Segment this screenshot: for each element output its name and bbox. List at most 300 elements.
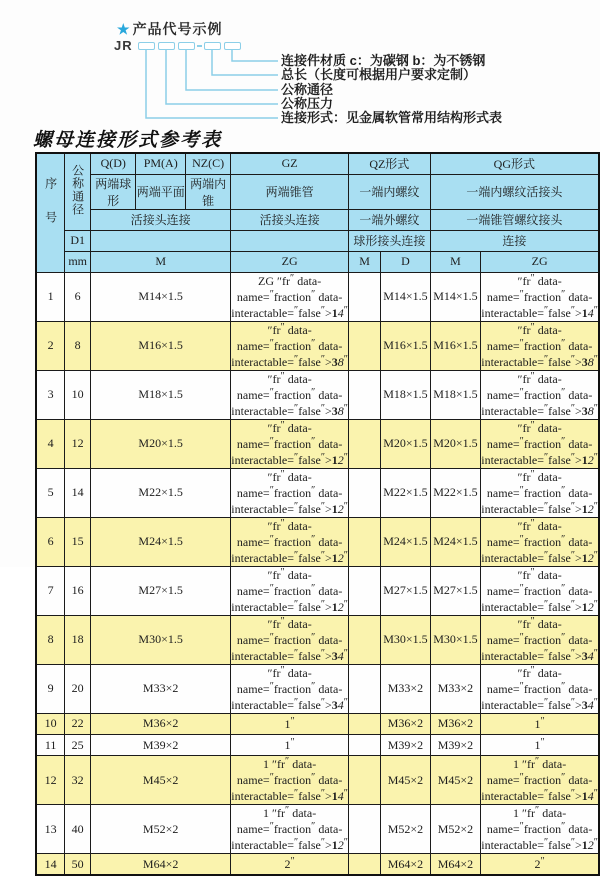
header-code-nzc: NZ(C) — [185, 153, 230, 174]
inch-mark: ″ — [530, 272, 535, 284]
cell-qz-d: M52×2 — [381, 805, 430, 854]
cell-qg-zg: ″fr″ data-name=″fraction″ data-interactable=″false″>14″ — [481, 272, 598, 320]
cell-gz-zg: ″fr″ data-name=″fraction″ data-interactable=″false″>34″ — [231, 615, 348, 663]
cell-qg-zg: 1″ — [481, 734, 599, 755]
inch-mark: ″ — [535, 805, 540, 817]
cell-m: M52×2 — [91, 805, 231, 854]
inch-mark: ″ — [519, 484, 524, 496]
cell-gz-zg: 1 ″fr″ data-name=″fraction″ data-interactable=″false″>14″ — [231, 756, 348, 804]
inch-mark: ″ — [311, 386, 316, 398]
cell-qg-m: M45×2 — [430, 756, 481, 805]
inch-mark: ″ — [517, 273, 523, 288]
inch-mark: ″ — [570, 837, 575, 849]
cell-gz-zg: ″fr″ data-name=″fraction″ data-interactable=″false″>38″ — [231, 370, 348, 418]
inch-mark: ″ — [570, 696, 575, 708]
inch-mark: ″ — [343, 500, 348, 512]
cell-qz-d: M36×2 — [381, 713, 430, 734]
inch-mark: ″ — [280, 370, 285, 382]
inch-mark: ″ — [269, 821, 274, 833]
cell-seq: 11 — [36, 734, 65, 755]
cell-qz-d: M18×1.5 — [381, 370, 430, 419]
inch-mark: ″ — [294, 500, 299, 512]
cell-qg-m: M16×1.5 — [430, 321, 481, 370]
inch-mark: ″ — [272, 757, 278, 772]
inch-mark: ″ — [280, 517, 285, 529]
inch-mark: ″ — [343, 402, 348, 414]
inch-mark: ″ — [311, 435, 316, 447]
table-row — [36, 370, 599, 419]
inch-mark: ″ — [269, 288, 274, 300]
cell-qg-zg: 1 ″fr″ data-name=″fraction″ data-interactable=″false″>14″ — [481, 756, 598, 804]
reference-table-wrap — [35, 152, 600, 876]
cell-m: M36×2 — [91, 713, 231, 734]
inch-mark: ″ — [544, 451, 549, 463]
label-connector-material: 连接件材质 c：为碳钢 b：为不锈钢 — [281, 53, 486, 68]
cell-dn: 18 — [65, 615, 91, 664]
cell-qg-m: M36×2 — [430, 713, 481, 734]
cell-qg-zg: 1 ″fr″ data-name=″fraction″ data-interactable=″false″>12″ — [481, 805, 598, 853]
inch-mark: ″ — [280, 321, 285, 333]
header-d1: D1 — [65, 230, 91, 251]
inch-mark: ″ — [530, 468, 535, 480]
inch-mark: ″ — [294, 549, 299, 561]
inch-mark: ″ — [280, 419, 285, 431]
inch-mark: ″ — [294, 353, 299, 365]
inch-mark: ″ — [320, 788, 326, 800]
inch-mark: ″ — [267, 322, 273, 337]
inch-mark: ″ — [519, 386, 524, 398]
inch-mark: ″ — [561, 582, 566, 594]
cell-qz-m — [348, 615, 380, 664]
inch-mark: ″ — [294, 451, 299, 463]
cell-qg-zg: ″fr″ data-name=″fraction″ data-interactable=″false″>38″ — [481, 321, 598, 369]
inch-mark: ″ — [570, 500, 575, 512]
cell-seq: 5 — [36, 468, 65, 517]
table-row — [36, 854, 599, 875]
cell-dn: 14 — [65, 468, 91, 517]
cell-qz-d: M14×1.5 — [381, 272, 430, 321]
cell-qg-m: M30×1.5 — [430, 615, 481, 664]
inch-mark: ″ — [294, 402, 299, 414]
cell-qz-m — [348, 756, 380, 805]
cell-m: M20×1.5 — [91, 419, 231, 468]
inch-mark: ″ — [517, 518, 523, 533]
header-m-unit: M — [91, 251, 231, 272]
cell-qg-zg: 2″ — [481, 854, 599, 875]
cell-seq: 9 — [36, 664, 65, 713]
inch-mark: ″ — [519, 631, 524, 643]
cell-dn: 40 — [65, 805, 91, 854]
cell-m: M14×1.5 — [91, 272, 231, 321]
cell-seq: 2 — [36, 321, 65, 370]
cell-seq: 3 — [36, 370, 65, 419]
cell-qg-m: M24×1.5 — [430, 517, 481, 566]
inch-mark: ″ — [290, 715, 295, 727]
cell-dn: 16 — [65, 566, 91, 615]
cell-m: M33×2 — [91, 664, 231, 713]
cell-qz-d: M16×1.5 — [381, 321, 430, 370]
inch-mark: ″ — [544, 598, 549, 610]
inch-mark: ″ — [320, 304, 326, 316]
inch-mark: ″ — [267, 567, 273, 582]
inch-mark: ″ — [280, 615, 285, 627]
cell-gz-zg: ″fr″ data-name=″fraction″ data-interactable=″false″>34″ — [231, 664, 348, 712]
header-gz-conn: 活接头连接 — [231, 209, 349, 230]
inch-mark: ″ — [593, 451, 598, 463]
inch-mark: ″ — [517, 420, 523, 435]
inch-mark: ″ — [540, 856, 545, 868]
cell-gz-zg: ″fr″ data-name=″fraction″ data-interactable=″false″>38″ — [231, 321, 348, 369]
header-code-gz: GZ — [231, 153, 349, 174]
table-row — [36, 664, 599, 713]
inch-mark: ″ — [311, 631, 316, 643]
cell-gz-zg: 1″ — [231, 734, 349, 755]
cell-m: M45×2 — [91, 756, 231, 805]
header-desc-qg: 一端内螺纹活接头 — [430, 174, 599, 209]
inch-mark: ″ — [544, 696, 549, 708]
inch-mark: ″ — [311, 484, 316, 496]
cell-seq: 10 — [36, 713, 65, 734]
inch-mark: ″ — [530, 615, 535, 627]
cell-qz-d: M24×1.5 — [381, 517, 430, 566]
header-code-qz: QZ形式 — [348, 153, 430, 174]
cell-qg-m: M22×1.5 — [430, 468, 481, 517]
cell-seq: 4 — [36, 419, 65, 468]
inch-mark: ″ — [311, 680, 316, 692]
inch-mark: ″ — [267, 420, 273, 435]
inch-mark: ″ — [561, 435, 566, 447]
cell-qg-zg: ″fr″ data-name=″fraction″ data-interactable=″false″>34″ — [481, 664, 598, 712]
inch-mark: ″ — [343, 451, 348, 463]
header-seq: 序号 — [36, 153, 65, 272]
cell-qz-m — [348, 664, 380, 713]
cell-dn: 6 — [65, 272, 91, 321]
inch-mark: ″ — [593, 549, 598, 561]
inch-mark: ″ — [311, 533, 316, 545]
inch-mark: ″ — [522, 806, 528, 821]
cell-gz-zg: ″fr″ data-name=″fraction″ data-interactable=″false″>12″ — [231, 468, 348, 516]
inch-mark: ″ — [561, 821, 566, 833]
inch-mark: ″ — [294, 304, 299, 316]
inch-mark: ″ — [269, 435, 274, 447]
cell-qg-m: M33×2 — [430, 664, 481, 713]
inch-mark: ″ — [561, 288, 566, 300]
inch-mark: ″ — [540, 737, 545, 749]
inch-mark: ″ — [544, 647, 549, 659]
table-row — [36, 615, 599, 664]
product-code-heading-text: 产品代号示例 — [132, 21, 223, 37]
cell-seq: 6 — [36, 517, 65, 566]
inch-mark: ″ — [343, 598, 348, 610]
header-desc-qz: 一端内螺纹 — [348, 174, 430, 209]
inch-mark: ″ — [517, 469, 523, 484]
inch-mark: ″ — [320, 402, 326, 414]
table-row — [36, 419, 599, 468]
inch-mark: ″ — [530, 566, 535, 578]
cell-qg-m: M27×1.5 — [430, 566, 481, 615]
inch-mark: ″ — [535, 756, 540, 768]
inch-mark: ″ — [530, 370, 535, 382]
cell-dn: 15 — [65, 517, 91, 566]
cell-gz-zg: 1″ — [231, 713, 349, 734]
inch-mark: ″ — [311, 337, 316, 349]
table-row — [36, 321, 599, 370]
inch-mark: ″ — [320, 598, 326, 610]
inch-mark: ″ — [593, 647, 598, 659]
inch-mark: ″ — [343, 304, 348, 316]
header-desc-qd: 两端球形 — [91, 174, 136, 209]
inch-mark: ″ — [294, 696, 299, 708]
inch-mark: ″ — [320, 500, 326, 512]
inch-mark: ″ — [343, 647, 348, 659]
inch-mark: ″ — [593, 837, 598, 849]
inch-mark: ″ — [311, 772, 316, 784]
inch-mark: ″ — [570, 598, 575, 610]
inch-mark: ″ — [294, 598, 299, 610]
cell-qz-d: M27×1.5 — [381, 566, 430, 615]
inch-mark: ″ — [280, 664, 285, 676]
cell-qg-m: M52×2 — [430, 805, 481, 854]
table-header — [36, 153, 599, 272]
inch-mark: ″ — [290, 737, 295, 749]
inch-mark: ″ — [320, 451, 326, 463]
inch-mark: ″ — [277, 273, 283, 288]
cell-dn: 22 — [65, 713, 91, 734]
inch-mark: ″ — [570, 549, 575, 561]
cell-dn: 50 — [65, 854, 91, 875]
nut-connection-table — [35, 152, 600, 876]
header-qg-unit-m: M — [430, 251, 481, 272]
table-row — [36, 805, 599, 854]
label-nominal-diameter: 公称通径 — [281, 82, 334, 97]
cell-gz-zg: 1 ″fr″ data-name=″fraction″ data-interactable=″false″>12″ — [231, 805, 348, 853]
inch-mark: ″ — [593, 696, 598, 708]
header-qg-row4: 连接 — [430, 230, 599, 251]
cell-qg-zg: ″fr″ data-name=″fraction″ data-interactable=″false″>12″ — [481, 517, 598, 565]
inch-mark: ″ — [294, 647, 299, 659]
inch-mark: ″ — [343, 549, 348, 561]
product-code-prefix: JR — [114, 38, 133, 53]
cell-dn: 20 — [65, 664, 91, 713]
cell-seq: 7 — [36, 566, 65, 615]
inch-mark: ″ — [593, 598, 598, 610]
inch-mark: ″ — [269, 386, 274, 398]
inch-mark: ″ — [280, 468, 285, 480]
cell-qz-d: M30×1.5 — [381, 615, 430, 664]
inch-mark: ″ — [294, 788, 299, 800]
inch-mark: ″ — [267, 371, 273, 386]
header-desc-nzc: 两端内锥 — [185, 174, 230, 209]
inch-mark: ″ — [269, 680, 274, 692]
header-gz-unit: ZG — [231, 251, 349, 272]
inch-mark: ″ — [269, 772, 274, 784]
cell-qz-m — [348, 419, 380, 468]
inch-mark: ″ — [343, 696, 348, 708]
cell-qz-m — [348, 321, 380, 370]
inch-mark: ″ — [311, 821, 316, 833]
inch-mark: ″ — [320, 696, 326, 708]
inch-mark: ″ — [320, 837, 326, 849]
inch-mark: ″ — [343, 353, 348, 365]
header-code-pma: PM(A) — [136, 153, 185, 174]
inch-mark: ″ — [593, 788, 598, 800]
cell-m: M39×2 — [91, 734, 231, 755]
inch-mark: ″ — [519, 435, 524, 447]
inch-mark: ″ — [311, 288, 316, 300]
inch-mark: ″ — [519, 288, 524, 300]
inch-mark: ″ — [570, 788, 575, 800]
table-row — [36, 272, 599, 321]
inch-mark: ″ — [320, 647, 326, 659]
star-icon: ★ — [117, 21, 131, 37]
cell-dn: 12 — [65, 419, 91, 468]
inch-mark: ″ — [285, 756, 290, 768]
cell-m: M22×1.5 — [91, 468, 231, 517]
inch-mark: ″ — [593, 402, 598, 414]
inch-mark: ″ — [561, 484, 566, 496]
cell-qg-zg: ″fr″ data-name=″fraction″ data-interactable=″false″>12″ — [481, 419, 598, 467]
cell-seq: 13 — [36, 805, 65, 854]
inch-mark: ″ — [544, 549, 549, 561]
inch-mark: ″ — [343, 837, 348, 849]
inch-mark: ″ — [267, 665, 273, 680]
table-row — [36, 517, 599, 566]
table-row — [36, 468, 599, 517]
inch-mark: ″ — [530, 419, 535, 431]
inch-mark: ″ — [517, 371, 523, 386]
inch-mark: ″ — [285, 805, 290, 817]
header-empty-m-group — [91, 230, 231, 251]
inch-mark: ″ — [290, 272, 295, 284]
cell-dn: 32 — [65, 756, 91, 805]
inch-mark: ″ — [561, 386, 566, 398]
inch-mark: ″ — [544, 304, 549, 316]
label-connection-form: 连接形式：见金属软管常用结构形式表 — [281, 110, 503, 125]
header-desc-pma: 两端平面 — [136, 174, 185, 209]
inch-mark: ″ — [267, 518, 273, 533]
cell-qz-d: M39×2 — [381, 734, 430, 755]
inch-mark: ″ — [544, 837, 549, 849]
cell-m: M24×1.5 — [91, 517, 231, 566]
cell-qg-m: M20×1.5 — [430, 419, 481, 468]
cell-qg-m: M18×1.5 — [430, 370, 481, 419]
inch-mark: ″ — [530, 664, 535, 676]
cell-qz-m — [348, 805, 380, 854]
inch-mark: ″ — [311, 582, 316, 594]
cell-seq: 1 — [36, 272, 65, 321]
inch-mark: ″ — [522, 757, 528, 772]
inch-mark: ″ — [593, 304, 598, 316]
inch-mark: ″ — [530, 321, 535, 333]
inch-mark: ″ — [269, 582, 274, 594]
table-row — [36, 756, 599, 805]
cell-qz-d: M20×1.5 — [381, 419, 430, 468]
inch-mark: ″ — [540, 715, 545, 727]
inch-mark: ″ — [561, 631, 566, 643]
cell-gz-zg: ZG ″fr″ data-name=″fraction″ data-interactable=″false″>14″ — [231, 272, 348, 320]
cell-gz-zg: ″fr″ data-name=″fraction″ data-interactable=″false″>12″ — [231, 517, 348, 565]
inch-mark: ″ — [267, 469, 273, 484]
inch-mark: ″ — [267, 616, 273, 631]
cell-qz-m — [348, 468, 380, 517]
inch-mark: ″ — [544, 353, 549, 365]
inch-mark: ″ — [561, 533, 566, 545]
inch-mark: ″ — [570, 353, 575, 365]
header-desc-gz: 两端锥管 — [231, 174, 349, 209]
inch-mark: ″ — [280, 566, 285, 578]
cell-qz-d: M33×2 — [381, 664, 430, 713]
cell-qg-zg: ″fr″ data-name=″fraction″ data-interactable=″false″>38″ — [481, 370, 598, 418]
header-qg-row3: 一端锥管螺纹接头 — [430, 209, 599, 230]
inch-mark: ″ — [519, 821, 524, 833]
inch-mark: ″ — [519, 582, 524, 594]
header-qz-row3: 一端外螺纹 — [348, 209, 430, 230]
inch-mark: ″ — [544, 500, 549, 512]
inch-mark: ″ — [343, 788, 348, 800]
cell-gz-zg: ″fr″ data-name=″fraction″ data-interactable=″false″>12″ — [231, 566, 348, 614]
inch-mark: ″ — [561, 772, 566, 784]
cell-seq: 8 — [36, 615, 65, 664]
inch-mark: ″ — [570, 647, 575, 659]
inch-mark: ″ — [519, 533, 524, 545]
cell-qg-zg: 1″ — [481, 713, 599, 734]
cell-qg-zg: ″fr″ data-name=″fraction″ data-interactable=″false″>34″ — [481, 615, 598, 663]
inch-mark: ″ — [269, 484, 274, 496]
inch-mark: ″ — [519, 772, 524, 784]
cell-dn: 8 — [65, 321, 91, 370]
cell-m: M18×1.5 — [91, 370, 231, 419]
table-body — [36, 272, 599, 875]
header-qz-unit-m: M — [348, 251, 380, 272]
inch-mark: ″ — [519, 680, 524, 692]
inch-mark: ″ — [561, 680, 566, 692]
inch-mark: ″ — [544, 788, 549, 800]
cell-qg-m: M14×1.5 — [430, 272, 481, 321]
cell-dn: 25 — [65, 734, 91, 755]
inch-mark: ″ — [570, 402, 575, 414]
inch-mark: ″ — [269, 533, 274, 545]
cell-dn: 10 — [65, 370, 91, 419]
header-qz-row4: 球形接头连接 — [348, 230, 430, 251]
table-row — [36, 566, 599, 615]
label-nominal-pressure: 公称压力 — [281, 96, 334, 111]
header-dn: 公称通径 — [65, 153, 91, 230]
header-code-qd: Q(D) — [91, 153, 136, 174]
inch-mark: ″ — [320, 549, 326, 561]
inch-mark: ″ — [593, 500, 598, 512]
header-qg-unit-zg: ZG — [481, 251, 599, 272]
inch-mark: ″ — [517, 567, 523, 582]
table-title: 螺母连接形式参考表 — [33, 129, 223, 151]
cell-qz-d: M45×2 — [381, 756, 430, 805]
cell-gz-zg: 2″ — [231, 854, 349, 875]
header-code-qg: QG形式 — [430, 153, 599, 174]
cell-m: M30×1.5 — [91, 615, 231, 664]
table-row — [36, 734, 599, 755]
cell-qz-d: M64×2 — [381, 854, 430, 875]
inch-mark: ″ — [517, 322, 523, 337]
header-empty-gz — [231, 230, 349, 251]
inch-mark: ″ — [517, 616, 523, 631]
cell-qz-m — [348, 517, 380, 566]
cell-qg-m: M39×2 — [430, 734, 481, 755]
cell-qz-d: M22×1.5 — [381, 468, 430, 517]
cell-m: M27×1.5 — [91, 566, 231, 615]
cell-qg-zg: ″fr″ data-name=″fraction″ data-interactable=″false″>12″ — [481, 566, 598, 614]
inch-mark: ″ — [530, 517, 535, 529]
cell-gz-zg: ″fr″ data-name=″fraction″ data-interactable=″false″>12″ — [231, 419, 348, 467]
inch-mark: ″ — [561, 337, 566, 349]
